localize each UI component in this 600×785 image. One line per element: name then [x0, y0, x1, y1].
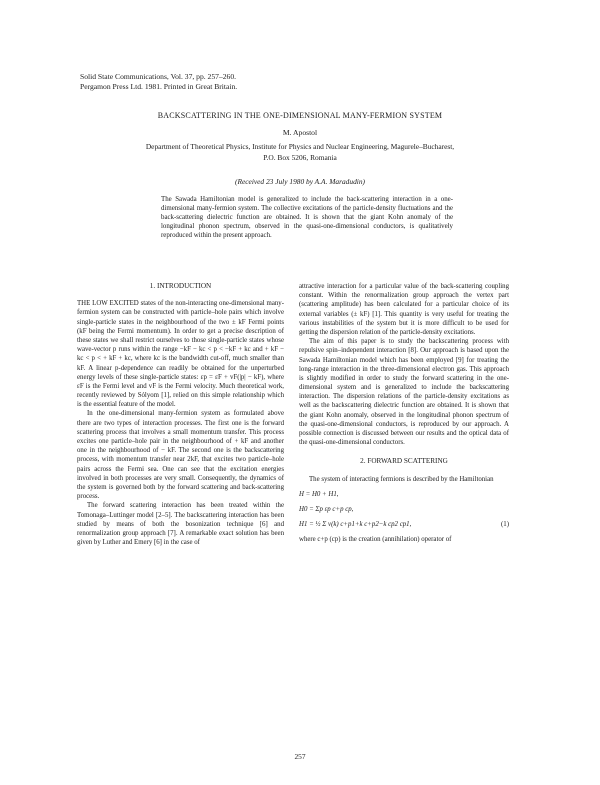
affiliation — [90, 142, 510, 163]
right-column — [299, 282, 509, 545]
equation-h1 — [299, 520, 509, 529]
paper-title: BACKSCATTERING IN THE ONE-DIMENSIONAL MANY-FERMION SYSTEM — [157, 111, 443, 120]
affiliation-line-1: Department of Theoretical Physics, Institute for Physics and Nuclear Engineering, Magurele–Bucharest, — [145, 142, 455, 151]
page-number: 257 — [294, 752, 306, 761]
left-column — [77, 282, 284, 547]
intro-paragraph-1-text: states of the non-interacting one-dimensional many-fermion system can be constructed with particle–hole pairs which involve single-particle states in the neighbourhood of the two ± kF Fermi points (kF being the Fermi momentum). In order to get a precise description of these states we shall restrict ourselves to those single-particle states whose wave-vector p runs within the range −kF − kc < p < −kF + kc and + kF − kc < p < + kF + kc, where kc is the bandwidth cut-off, much smaller than kF. A linear p-dependence can readily be obtained for the unperturbed energy levels of these single-particle states: εp = εF + vF(|p| − kF), where εF is the Fermi level and vF is the Fermi velocity. Much theoretical work, recently reviewed by Sólyom [1], relied on this simple relationship which is the essential feature of the model. — [77, 300, 284, 409]
abstract: The Sawada Hamiltonian model is generalized to include the back-scattering interaction in a one-dimensional many-fermion system. The collective excitations of the particle-density fluctuations and the back-scattering dielectric function are obtained. It is shown that the giant Kohn anomaly of the longitudinal phonon spectrum, observed in the quasi-one-dimensional conductors, is qualitatively reproduced within the present approach. — [161, 196, 453, 239]
intro-paragraph-2: In the one-dimensional many-fermion system as formulated above there are two types of interaction processes. The first one is the forward scattering process that involves a small momentum transfer. This process excites one particle–hole pair in the neighbourhood of + kF and another one in the neighbourhood of − kF. The second one is the backscattering process, with momentum transfer near 2kF, that excites two particle–hole pairs across the Fermi sea. One can see that the excitation energies involved in both processes are very small. Consequently, the dynamics of the system is governed both by the forward scattering and back-scattering process. — [77, 410, 284, 501]
equation-h0: H0 = Σp εp c+p cp, — [299, 505, 354, 513]
publisher-line: Pergamon Press Ltd. 1981. Printed in Great Britain. — [80, 81, 238, 91]
right-paragraph-1: attractive interaction for a particular value of the back-scattering coupling constant. Within the renormalization group approach the vertex part (scattering amplitude) has been calculated for a particular choice of its external variables (± kF) [1]. This quantity is very useful for treating the various instabilities of the system but it is more difficult to be used for getting the dispersion relation of the particle-density excitations. — [299, 283, 509, 336]
right-paragraph-3: The system of interacting fermions is described by the Hamiltonian — [309, 475, 494, 483]
journal-line: Solid State Communications, Vol. 37, pp. 257–260. — [80, 72, 237, 81]
received-date: (Received 23 July 1980 by A.A. Maradudin) — [235, 177, 365, 186]
affiliation-line-2: P.O. Box 5206, Romania — [263, 152, 337, 162]
intro-lead-in: THE LOW EXCITED — [77, 300, 139, 308]
scattering-heading: 2. FORWARD SCATTERING — [360, 457, 448, 466]
equation-h1-text: H1 = ½ Σ v(k) c+p1+k c+p2−k cp2 cp1, — [299, 521, 412, 529]
equation-number: (1) — [501, 521, 509, 529]
intro-heading: 1. INTRODUCTION — [149, 282, 212, 290]
right-paragraph-2: The aim of this paper is to study the backscattering process with repulsive spin–independent interaction [8]. Our approach is based upon the Sawada Hamiltonian model which has been employed [9] for treating the long-range interaction in the three-dimensional electron gas. This approach is slightly modified in order to study the forward scattering in the one-dimensional system and is generalized to include the backscattering interaction. The dispersion relations of the particle-density excitations as well as the backscattering dielectric function are obtained. It is shown that the giant Kohn anomaly, observed in the longitudinal phonon spectrum of the quasi-one-dimensional conductors, is reproduced by our approach. A possible connection is discussed between our results and the optical data of the quasi-one-dimensional conductors. — [299, 338, 509, 447]
equation-hamiltonian: H = H0 + H1, — [299, 490, 339, 498]
author: M. Apostol — [282, 128, 318, 137]
intro-paragraph-1 — [77, 299, 284, 409]
intro-paragraph-3: The forward scattering interaction has been treated within the Tomonaga–Luttinger model [2–5]. The backscattering interaction has been studied by means of both the bosonization technique [6] and renormalization group approach [7]. A remarkable exact solution has been given by Luther and Emery [6] in the case of — [77, 502, 284, 547]
right-paragraph-4: where c+p (cp) is the creation (annihilation) operator of — [299, 536, 452, 544]
journal-citation — [80, 72, 237, 91]
